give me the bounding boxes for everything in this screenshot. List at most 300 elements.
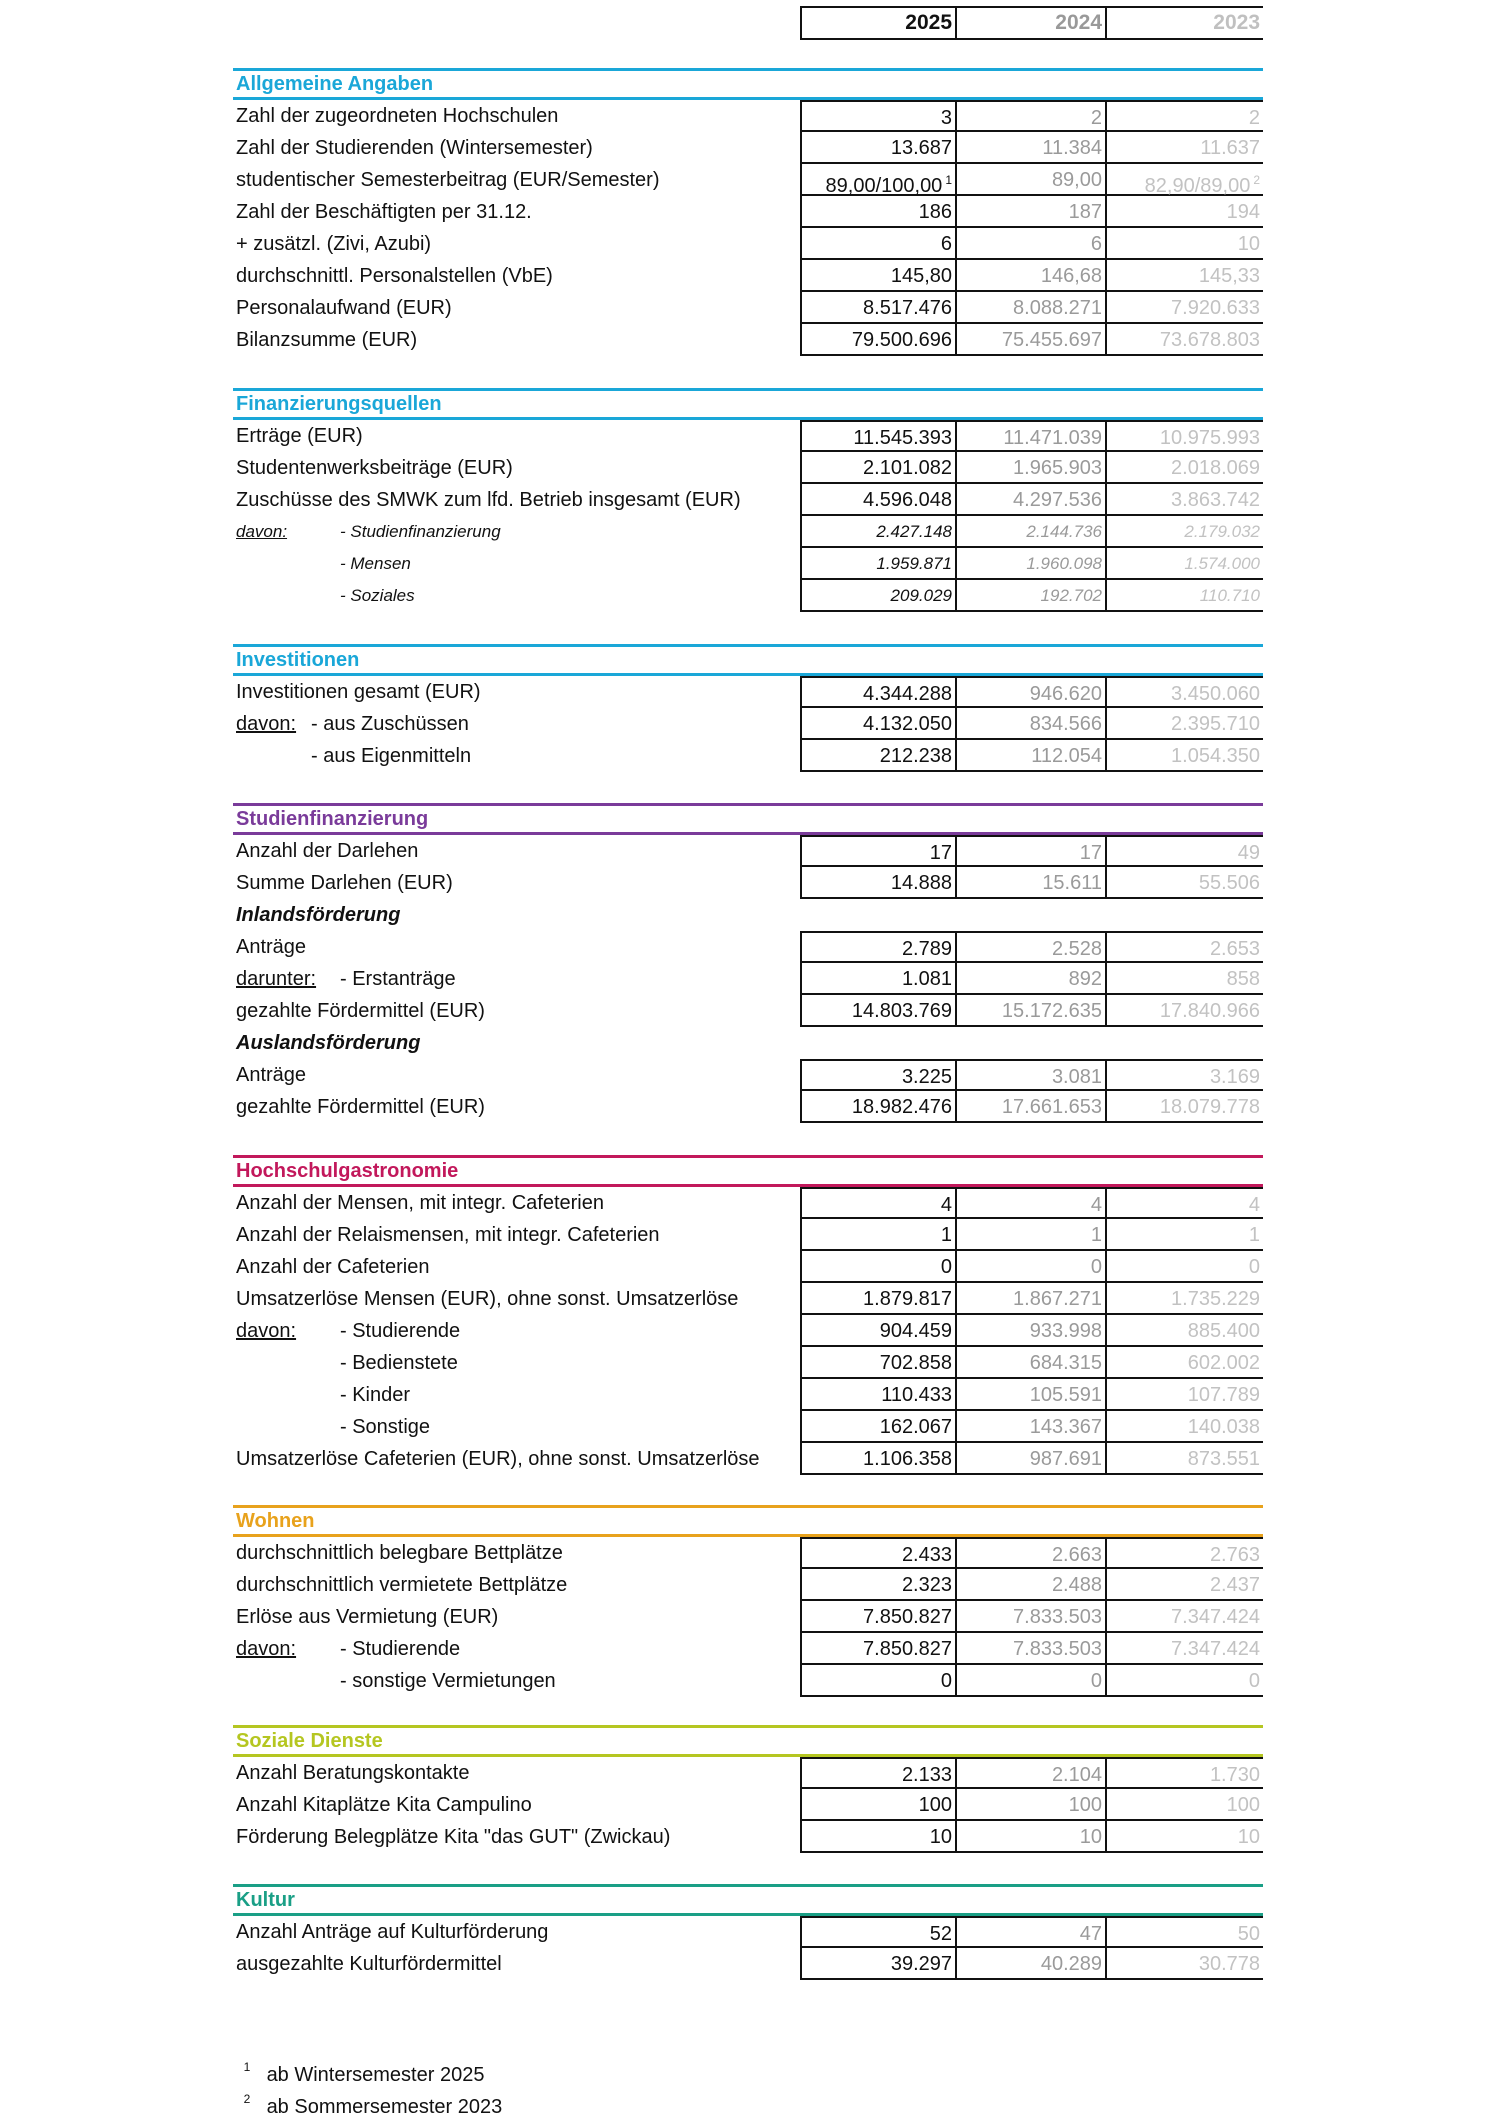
table-row <box>233 963 1263 995</box>
table-row <box>233 292 1263 324</box>
section-title-allgemeine-angaben: Allgemeine Angaben <box>233 68 1263 100</box>
row-sublabel: - Erstanträge <box>340 968 456 990</box>
value-text: 4 <box>940 1194 952 1216</box>
footnote-text: ab Wintersemester 2025 <box>266 2064 485 2086</box>
value-cell-2024 <box>957 548 1107 580</box>
table-row <box>233 1948 1263 1980</box>
row-values <box>800 100 1263 132</box>
value-cell-2024 <box>957 1187 1107 1219</box>
table-row <box>233 835 1263 867</box>
value-cell-2023 <box>1107 1059 1263 1091</box>
year-header <box>800 6 1263 40</box>
value-cell-2024 <box>957 1379 1107 1411</box>
value-cell-2025 <box>800 1665 957 1697</box>
value-cell-2024 <box>957 835 1107 867</box>
table-row <box>233 100 1263 132</box>
value-text: 987.691 <box>1029 1448 1102 1470</box>
table-row <box>233 1821 1263 1853</box>
value-cell-2025 <box>800 1633 957 1665</box>
value-cell-2023 <box>1107 1187 1263 1219</box>
row-sublabel: - Kinder <box>340 1384 411 1406</box>
value-text: 107.789 <box>1187 1384 1260 1406</box>
value-cell-2023 <box>1107 963 1263 995</box>
value-cell-2024 <box>957 740 1107 772</box>
value-text: 3.169 <box>1209 1066 1260 1088</box>
value-cell-2023 <box>1107 580 1263 612</box>
value-cell-2025 <box>800 995 957 1027</box>
value-cell-2023 <box>1107 995 1263 1027</box>
value-cell-2025 <box>800 260 957 292</box>
value-cell-2023 <box>1107 1315 1263 1347</box>
value-text: 1 <box>1248 1224 1260 1246</box>
value-cell-2023 <box>1107 1916 1263 1948</box>
row-values <box>800 1251 1263 1283</box>
value-cell-2024 <box>957 260 1107 292</box>
value-cell-2023 <box>1107 1948 1263 1980</box>
row-values <box>800 1916 1263 1948</box>
row-values <box>800 1948 1263 1980</box>
value-cell-2025 <box>800 1916 957 1948</box>
table-row <box>233 420 1263 452</box>
row-prefix-label: davon: <box>236 1638 297 1660</box>
value-text: 110.710 <box>1199 586 1260 605</box>
value-text: 946.620 <box>1029 683 1102 705</box>
value-cell-2024 <box>957 963 1107 995</box>
row-values <box>800 164 1263 196</box>
row-values <box>800 1537 1263 1569</box>
row-label: Förderung Belegplätze Kita "das GUT" (Zwickau) <box>236 1826 671 1848</box>
row-label: studentischer Semesterbeitrag (EUR/Semester) <box>236 169 660 191</box>
value-cell-2025 <box>800 1283 957 1315</box>
table-row <box>233 580 1263 612</box>
table-row <box>233 1569 1263 1601</box>
value-text: 209.029 <box>890 586 952 605</box>
value-cell-2025 <box>800 196 957 228</box>
value-cell-2025 <box>800 1219 957 1251</box>
value-cell-2024 <box>957 1283 1107 1315</box>
year-2024-header: 2024 <box>957 8 1107 38</box>
value-text: 4.297.536 <box>1013 489 1102 511</box>
value-text: 100 <box>1226 1794 1260 1816</box>
table-row <box>233 1251 1263 1283</box>
row-values <box>800 740 1263 772</box>
value-cell-2025 <box>800 100 957 132</box>
subsection-heading: Auslandsförderung <box>236 1032 421 1054</box>
row-values <box>800 835 1263 867</box>
value-text: 2.179.032 <box>1184 522 1260 541</box>
footnote-mark: 2 <box>243 2092 251 2106</box>
value-text: 75.455.697 <box>1001 329 1102 351</box>
value-text: 40.289 <box>1040 1953 1102 1975</box>
row-label: Zahl der zugeordneten Hochschulen <box>236 105 559 127</box>
value-cell-2024 <box>957 516 1107 548</box>
value-cell-2023 <box>1107 1219 1263 1251</box>
table-row <box>233 484 1263 516</box>
row-label: Umsatzerlöse Mensen (EUR), ohne sonst. Umsatzerlöse <box>236 1288 739 1310</box>
value-cell-2024 <box>957 1443 1107 1475</box>
value-text: 4 <box>1248 1194 1260 1216</box>
value-cell-2023 <box>1107 260 1263 292</box>
value-text: 79.500.696 <box>851 329 952 351</box>
value-text: 3.450.060 <box>1171 683 1260 705</box>
row-values <box>800 1665 1263 1697</box>
row-values <box>800 228 1263 260</box>
row-values <box>800 196 1263 228</box>
value-cell-2025 <box>800 1443 957 1475</box>
value-cell-2024 <box>957 484 1107 516</box>
value-text: 7.920.633 <box>1171 297 1260 319</box>
row-label: Anzahl Anträge auf Kulturförderung <box>236 1921 549 1943</box>
row-sublabel: - aus Eigenmitteln <box>311 745 472 767</box>
value-text: 14.888 <box>890 872 952 894</box>
value-cell-2025 <box>800 164 957 196</box>
value-text: 140.038 <box>1187 1416 1260 1438</box>
value-cell-2025 <box>800 1091 957 1123</box>
value-text: 187 <box>1068 201 1102 223</box>
value-text: 885.400 <box>1187 1320 1260 1342</box>
value-cell-2024 <box>957 1537 1107 1569</box>
table-row <box>233 452 1263 484</box>
row-label: Erlöse aus Vermietung (EUR) <box>236 1606 499 1628</box>
footnote-mark: 1 <box>243 2060 251 2074</box>
value-cell-2024 <box>957 100 1107 132</box>
row-values <box>800 1283 1263 1315</box>
table-row <box>233 164 1263 196</box>
value-cell-2023 <box>1107 1757 1263 1789</box>
value-text: 17.661.653 <box>1001 1096 1102 1118</box>
row-label: Erträge (EUR) <box>236 425 363 447</box>
section-title-wohnen: Wohnen <box>233 1505 1263 1537</box>
value-text: 2.763 <box>1209 1544 1260 1566</box>
value-cell-2025 <box>800 1347 957 1379</box>
value-cell-2025 <box>800 548 957 580</box>
value-cell-2025 <box>800 1601 957 1633</box>
value-text: 858 <box>1226 968 1260 990</box>
table-row <box>233 995 1263 1027</box>
value-cell-2024 <box>957 292 1107 324</box>
value-cell-2023 <box>1107 1537 1263 1569</box>
value-text: 3 <box>940 107 952 129</box>
value-cell-2024 <box>957 1948 1107 1980</box>
value-cell-2025 <box>800 1757 957 1789</box>
value-text: 11.384 <box>1042 137 1102 159</box>
row-prefix-label: darunter: <box>236 968 317 990</box>
value-text: 1.867.271 <box>1013 1288 1102 1310</box>
value-text: 2.488 <box>1051 1574 1102 1596</box>
value-cell-2023 <box>1107 1347 1263 1379</box>
row-sublabel: - Bedienstete <box>340 1352 458 1374</box>
value-text: 2.101.082 <box>863 457 952 479</box>
row-values <box>800 1187 1263 1219</box>
value-cell-2024 <box>957 1315 1107 1347</box>
value-text: 0 <box>1090 1256 1102 1278</box>
row-label: Summe Darlehen (EUR) <box>236 872 453 894</box>
value-cell-2024 <box>957 164 1107 196</box>
value-cell-2025 <box>800 580 957 612</box>
value-text: 1 <box>1090 1224 1102 1246</box>
value-cell-2023 <box>1107 1789 1263 1821</box>
value-cell-2025 <box>800 484 957 516</box>
row-values <box>800 995 1263 1027</box>
value-cell-2025 <box>800 1251 957 1283</box>
value-text: 8.517.476 <box>863 297 952 319</box>
table-row <box>233 196 1263 228</box>
value-cell-2023 <box>1107 1379 1263 1411</box>
value-cell-2024 <box>957 931 1107 963</box>
value-text: 18.982.476 <box>851 1096 952 1118</box>
row-values <box>800 963 1263 995</box>
value-cell-2025 <box>800 452 957 484</box>
value-text: 0 <box>940 1670 952 1692</box>
row-sublabel: - Studienfinanzierung <box>340 522 501 541</box>
value-cell-2024 <box>957 132 1107 164</box>
table-row <box>233 1091 1263 1123</box>
value-text: 11.545.393 <box>853 427 952 449</box>
value-text: 4.344.288 <box>863 683 952 705</box>
value-cell-2023 <box>1107 228 1263 260</box>
value-cell-2024 <box>957 1219 1107 1251</box>
subsection-heading: Inlandsförderung <box>236 904 401 926</box>
value-cell-2024 <box>957 324 1107 356</box>
value-cell-2023 <box>1107 484 1263 516</box>
value-cell-2024 <box>957 1757 1107 1789</box>
value-text: 47 <box>1079 1923 1102 1945</box>
row-label: Anträge <box>236 936 307 958</box>
value-text: 1.965.903 <box>1013 457 1102 479</box>
table-row <box>233 1347 1263 1379</box>
value-text: 18.079.778 <box>1159 1096 1260 1118</box>
row-values <box>800 1633 1263 1665</box>
row-values <box>800 1219 1263 1251</box>
row-label: ausgezahlte Kulturfördermittel <box>236 1953 502 1975</box>
footnote-1 <box>233 2060 484 2087</box>
value-text: 2.427.148 <box>876 522 952 541</box>
section-title-finanzierungsquellen: Finanzierungsquellen <box>233 388 1263 420</box>
row-label: durchschnittlich belegbare Bettplätze <box>236 1542 563 1564</box>
table-row <box>233 260 1263 292</box>
table-row <box>233 931 1263 963</box>
row-values <box>800 260 1263 292</box>
value-text: 602.002 <box>1187 1352 1260 1374</box>
value-cell-2023 <box>1107 196 1263 228</box>
value-text: 3.225 <box>901 1066 952 1088</box>
value-cell-2023 <box>1107 420 1263 452</box>
value-text: 2.433 <box>901 1544 952 1566</box>
row-values <box>800 580 1263 612</box>
value-text: 7.833.503 <box>1013 1638 1102 1660</box>
value-cell-2025 <box>800 708 957 740</box>
footnote-2 <box>233 2092 502 2119</box>
value-cell-2025 <box>800 963 957 995</box>
value-text: 14.803.769 <box>851 1000 952 1022</box>
value-cell-2023 <box>1107 1665 1263 1697</box>
value-text: 2.789 <box>901 938 952 960</box>
value-text: 105.591 <box>1029 1384 1102 1406</box>
value-cell-2025 <box>800 1537 957 1569</box>
value-text: 2.133 <box>901 1764 952 1786</box>
row-values <box>800 516 1263 548</box>
table-row <box>233 132 1263 164</box>
table-row <box>233 899 1263 931</box>
value-cell-2025 <box>800 1187 957 1219</box>
row-values <box>800 1091 1263 1123</box>
value-text: 50 <box>1237 1923 1260 1945</box>
value-text: 15.172.635 <box>1001 1000 1102 1022</box>
value-cell-2023 <box>1107 1411 1263 1443</box>
table-row <box>233 1187 1263 1219</box>
value-text: 8.088.271 <box>1013 297 1102 319</box>
value-cell-2025 <box>800 516 957 548</box>
section-title-hochschulgastronomie: Hochschulgastronomie <box>233 1155 1263 1187</box>
value-text: 145,80 <box>890 265 952 287</box>
value-text: 2.437 <box>1209 1574 1260 1596</box>
value-text: 100 <box>1068 1794 1102 1816</box>
value-text: 7.347.424 <box>1171 1638 1260 1660</box>
value-text: 186 <box>918 201 952 223</box>
value-cell-2023 <box>1107 516 1263 548</box>
value-cell-2023 <box>1107 931 1263 963</box>
value-text: 194 <box>1226 201 1260 223</box>
value-text: 146,68 <box>1040 265 1102 287</box>
table-row <box>233 1443 1263 1475</box>
value-text: 17 <box>929 842 952 864</box>
row-label: Investitionen gesamt (EUR) <box>236 681 481 703</box>
row-label: Anzahl Beratungskontakte <box>236 1762 470 1784</box>
value-cell-2024 <box>957 1821 1107 1853</box>
row-values <box>800 1411 1263 1443</box>
section-title-studienfinanzierung: Studienfinanzierung <box>233 803 1263 835</box>
value-cell-2023 <box>1107 708 1263 740</box>
footnote-ref: 2 <box>1253 173 1260 187</box>
value-cell-2023 <box>1107 1283 1263 1315</box>
row-label: Anzahl der Darlehen <box>236 840 419 862</box>
value-text: 4.132.050 <box>863 713 952 735</box>
section-title-investitionen: Investitionen <box>233 644 1263 676</box>
value-cell-2023 <box>1107 740 1263 772</box>
value-cell-2023 <box>1107 548 1263 580</box>
value-text: 3.081 <box>1051 1066 1102 1088</box>
row-label: Studentenwerksbeiträge (EUR) <box>236 457 513 479</box>
value-cell-2023 <box>1107 100 1263 132</box>
table-row <box>233 1027 1263 1059</box>
row-values <box>800 1757 1263 1789</box>
value-text: 6 <box>940 233 952 255</box>
value-text: 10.975.993 <box>1159 427 1260 449</box>
row-values <box>800 931 1263 963</box>
row-label: Anzahl der Cafeterien <box>236 1256 430 1278</box>
value-text: 10 <box>1079 1826 1102 1848</box>
row-values <box>800 1821 1263 1853</box>
value-text: 10 <box>1237 1826 1260 1848</box>
row-sublabel: - Studierende <box>340 1320 461 1342</box>
value-cell-2025 <box>800 867 957 899</box>
value-text: 2.323 <box>901 1574 952 1596</box>
row-label: Umsatzerlöse Cafeterien (EUR), ohne sonst. Umsatzerlöse <box>236 1448 760 1470</box>
row-label: Anzahl Kitaplätze Kita Campulino <box>236 1794 532 1816</box>
value-cell-2024 <box>957 1601 1107 1633</box>
row-sublabel: - Sonstige <box>340 1416 431 1438</box>
table-row <box>233 1537 1263 1569</box>
value-cell-2025 <box>800 1821 957 1853</box>
row-label: Anträge <box>236 1064 307 1086</box>
value-text: 82,90/89,00 <box>1144 175 1251 197</box>
row-label: Zahl der Beschäftigten per 31.12. <box>236 201 532 223</box>
row-values <box>800 132 1263 164</box>
value-cell-2025 <box>800 931 957 963</box>
table-row <box>233 676 1263 708</box>
value-text: 1.054.350 <box>1171 745 1260 767</box>
value-text: 2.144.736 <box>1026 522 1102 541</box>
value-text: 7.833.503 <box>1013 1606 1102 1628</box>
value-text: 1.879.817 <box>863 1288 952 1310</box>
year-2023-header: 2023 <box>1213 11 1260 34</box>
row-prefix-label: davon: <box>236 522 288 541</box>
row-label: Anzahl der Mensen, mit integr. Cafeterien <box>236 1192 604 1214</box>
value-cell-2025 <box>800 676 957 708</box>
row-prefix-label: davon: <box>236 713 297 735</box>
row-values <box>800 420 1263 452</box>
value-text: 145,33 <box>1198 265 1260 287</box>
table-row <box>233 516 1263 548</box>
value-text: 1 <box>940 1224 952 1246</box>
value-cell-2023 <box>1107 867 1263 899</box>
value-cell-2023 <box>1107 1633 1263 1665</box>
value-text: 2 <box>1248 107 1260 129</box>
table-row <box>233 548 1263 580</box>
value-cell-2025 <box>800 1789 957 1821</box>
value-text: 0 <box>1090 1670 1102 1692</box>
value-text: 11.637 <box>1200 137 1260 159</box>
value-cell-2025 <box>800 292 957 324</box>
value-cell-2024 <box>957 196 1107 228</box>
row-label: gezahlte Fördermittel (EUR) <box>236 1096 485 1118</box>
value-cell-2024 <box>957 1411 1107 1443</box>
table-row <box>233 1315 1263 1347</box>
value-cell-2025 <box>800 740 957 772</box>
row-values <box>800 1315 1263 1347</box>
value-text: 73.678.803 <box>1159 329 1260 351</box>
table-row <box>233 708 1263 740</box>
table-row <box>233 740 1263 772</box>
table-row <box>233 1411 1263 1443</box>
value-cell-2024 <box>957 1569 1107 1601</box>
value-text: 2.528 <box>1051 938 1102 960</box>
value-text: 6 <box>1090 233 1102 255</box>
value-cell-2023 <box>1107 676 1263 708</box>
row-label: gezahlte Fördermittel (EUR) <box>236 1000 485 1022</box>
row-sublabel: - sonstige Vermietungen <box>340 1670 556 1692</box>
value-text: 89,00 <box>1051 169 1102 191</box>
table-row <box>233 1916 1263 1948</box>
row-label: durchschnittl. Personalstellen (VbE) <box>236 265 553 287</box>
value-text: 39.297 <box>890 1953 952 1975</box>
value-text: 1.730 <box>1209 1764 1260 1786</box>
value-cell-2023 <box>1107 292 1263 324</box>
value-text: 3.863.742 <box>1171 489 1260 511</box>
value-cell-2025 <box>800 132 957 164</box>
row-values <box>800 1059 1263 1091</box>
value-cell-2024 <box>957 1059 1107 1091</box>
value-text: 143.367 <box>1029 1416 1102 1438</box>
value-text: 684.315 <box>1029 1352 1102 1374</box>
value-cell-2023 <box>1107 164 1263 196</box>
value-text: 2.653 <box>1209 938 1260 960</box>
value-text: 0 <box>1248 1256 1260 1278</box>
footnote-text: ab Sommersemester 2023 <box>266 2096 503 2118</box>
value-text: 212.238 <box>879 745 952 767</box>
value-cell-2025 <box>800 1379 957 1411</box>
value-text: 2 <box>1090 107 1102 129</box>
